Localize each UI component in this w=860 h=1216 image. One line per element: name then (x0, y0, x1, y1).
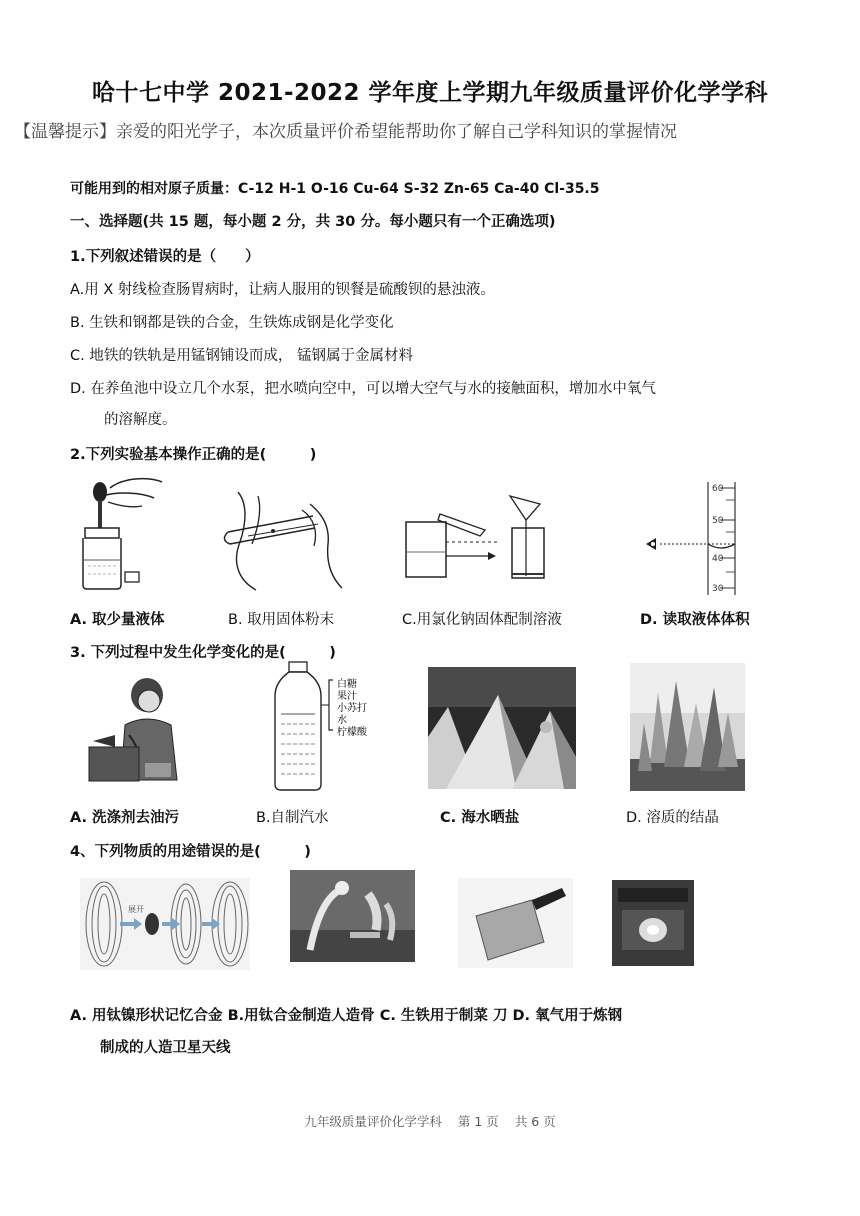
q3-caption-d: D. 溶质的结晶 (626, 810, 719, 826)
q4-options-cont: 制成的人造卫星天线 (100, 1040, 231, 1056)
cylinder-tick-60: 60 (712, 484, 724, 494)
atomic-masses: 可能用到的相对原子质量：C-12 H-1 O-16 Cu-64 S-32 Zn-65 Ca-40 Cl-35.5 (70, 181, 600, 197)
q1-option-d: D. 在养鱼池中设立几个水泵，把水喷向空中，可以增大空气与水的接触面积，增加水中氧气 (70, 381, 656, 397)
bottle-label-soda: 小苏打 (337, 703, 367, 714)
q1-stem: 1.下列叙述错误的是（ ） (70, 249, 260, 265)
footer-total: 共 6 页 (514, 1114, 556, 1129)
cylinder-tick-50: 50 (712, 516, 724, 526)
q3-figure-a-washing (85, 675, 195, 790)
q4-figure-d-furnace (612, 880, 694, 966)
q2-figure-a-dropper (70, 470, 170, 595)
antenna-fig-label: 展开 (128, 905, 144, 914)
q4-figure-b-bones (290, 870, 415, 962)
q3-figure-b-bottle (265, 660, 395, 792)
q1-option-a: A.用 X 射线检查肠胃病时，让病人服用的钡餐是硫酸钡的悬浊液。 (70, 282, 495, 298)
q2-stem: 2.下列实验基本操作正确的是( ) (70, 447, 317, 463)
footer-page: 第 1 页 (457, 1114, 499, 1129)
q3-caption-c: C. 海水晒盐 (440, 810, 520, 826)
footer-subject: 九年级质量评价化学学科 (304, 1114, 442, 1129)
q4-stem: 4、下列物质的用途错误的是( ) (70, 844, 311, 860)
cylinder-tick-40: 40 (712, 554, 724, 564)
q2-caption-b: B. 取用固体粉末 (228, 612, 335, 628)
page-footer (0, 1112, 860, 1130)
section-heading: 一、选择题(共 15 题，每小题 2 分，共 30 分。每小题只有一个正确选项) (70, 214, 556, 230)
q2-caption-d: D. 读取液体体积 (640, 612, 750, 628)
q3-figure-d-crystals (630, 663, 745, 791)
q1-option-c: C. 地铁的铁轨是用锰钢铺设而成， 锰钢属于金属材料 (70, 348, 413, 364)
warm-tip: 【温馨提示】亲爱的阳光学子，本次质量评价希望能帮助你了解自己学科知识的掌握情况 (14, 122, 677, 142)
q2-figure-d-cylinder (640, 480, 750, 600)
cylinder-tick-30: 30 (712, 584, 724, 594)
bottle-label-water: 水 (337, 715, 347, 726)
bottle-label-citric: 柠檬酸 (337, 727, 367, 738)
q3-caption-b: B.自制汽水 (256, 810, 329, 826)
q2-figure-c-solution (400, 490, 555, 590)
bottle-label-juice: 果汁 (337, 691, 357, 702)
q3-stem: 3. 下列过程中发生化学变化的是( ) (70, 645, 336, 661)
q4-options: A. 用钛镍形状记忆合金 B.用钛合金制造人造骨 C. 生铁用于制菜 刀 D. 氧气用于炼钢 (70, 1008, 623, 1024)
q1-option-b: B. 生铁和钢都是铁的合金，生铁炼成钢是化学变化 (70, 315, 394, 331)
q2-figure-b-powder (218, 484, 348, 594)
page-title: 哈十七中学 2021-2022 学年度上学期九年级质量评价化学学科 (91, 80, 769, 106)
bottle-label-sugar: 白糖 (337, 679, 357, 690)
q2-caption-c: C.用氯化钠固体配制溶液 (402, 612, 562, 628)
q4-figure-c-cleaver (458, 878, 573, 968)
q3-caption-a: A. 洗涤剂去油污 (70, 810, 180, 826)
q2-caption-a: A. 取少量液体 (70, 612, 165, 628)
q3-figure-c-salt-piles (428, 667, 576, 789)
q4-figure-a-antenna (80, 878, 250, 970)
q1-option-d-cont: 的溶解度。 (104, 412, 177, 428)
